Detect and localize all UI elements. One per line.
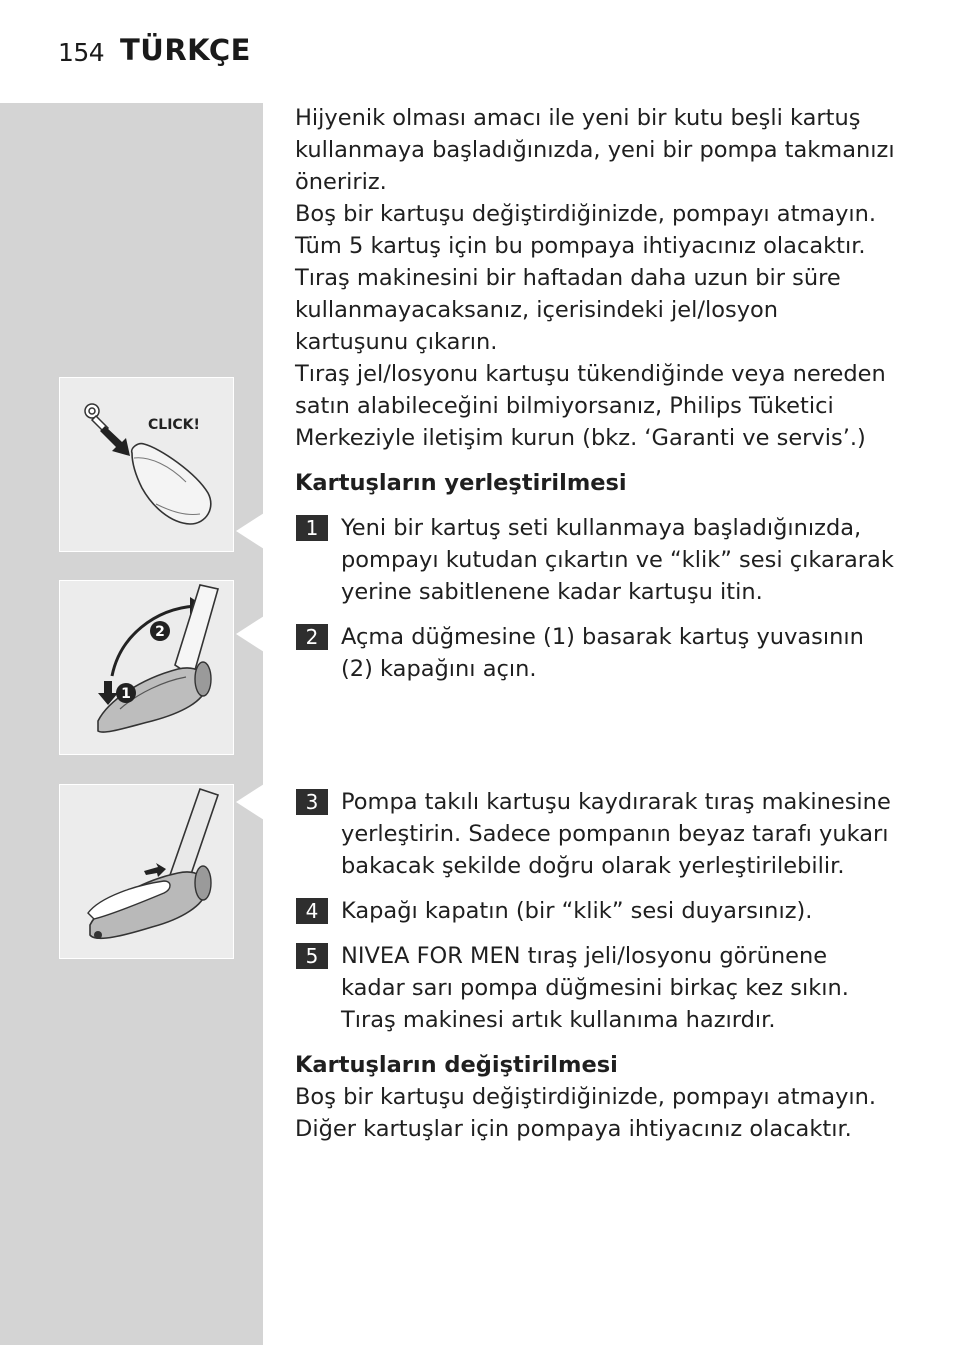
step-item [295,940,895,1036]
badge-1-label: 1 [121,686,131,702]
shaver-body-icon [98,668,206,732]
intro-paragraph: Hijyenik olması amacı ile yeni bir kutu beşli kartuş kullanmaya başladığınızda, yeni bir pompa takmanızı öneririz. [295,105,895,195]
step-number-badge: 5 [296,943,328,969]
intro-paragraph: Boş bir kartuşu değiştirdiğinizde, pompayı atmayın. Tüm 5 kartuş için bu pompaya ihtiyacınız olacaktır. [295,201,877,259]
step-number-badge: 2 [296,624,328,650]
figure-1-pointer [236,513,264,549]
slide-arrow-icon [144,863,166,877]
step-text: NIVEA FOR MEN tıraş jeli/losyonu görünene kadar sarı pompa düğmesini birkaç kez sıkın. Tıraş makinesi artık kullanıma hazırdır. [341,943,849,1033]
push-arrow-icon [100,426,130,456]
step-number-badge: 3 [296,789,328,815]
click-label: CLICK! [148,417,200,433]
intro-paragraph: Tıraş jel/losyonu kartuşu tükendiğinde veya nereden satın alabileceğini bilmiyorsanız, Philips Tüketici Merkeziyle iletişim kurun (bkz. ‘Garanti ve servis’.) [295,361,886,451]
badge-2-label: 2 [155,624,165,640]
figure-3-pointer [236,784,264,820]
figure-slide-cartridge-in [59,784,234,959]
step-text: Yeni bir kartuş seti kullanmaya başladığınızda, pompayı kutudan çıkartın ve “klik” sesi çıkararak yerine sabitlenene kadar kartuşu itin. [341,515,894,605]
step-item [295,621,895,685]
section-heading-insert: Kartuşların yerleştirilmesi [295,470,627,496]
step-text: Pompa takılı kartuşu kaydırarak tıraş makinesine yerleştirin. Sadece pompanın beyaz tarafı yukarı bakacak şekilde doğru olarak yerleştirilebilir. [341,789,891,879]
open-lid-icon [170,789,218,883]
step-item [295,786,895,882]
figure-open-cartridge-holder [59,580,234,755]
section-heading-replace: Kartuşların değiştirilmesi [295,1052,618,1078]
main-content [295,102,895,1145]
step-item [295,895,895,927]
step-number-badge: 4 [296,898,328,924]
replace-paragraph: Boş bir kartuşu değiştirdiğinizde, pompayı atmayın. Diğer kartuşlar için pompaya ihtiyacınız olacaktır. [295,1084,877,1142]
cartridge-icon [132,444,211,524]
page-language-title: TÜRKÇE [120,33,251,67]
step-text: Kapağı kapatın (bir “klik” sesi duyarsınız). [341,898,813,924]
lid-icon [175,585,218,677]
figure-pump-cartridge-click [59,377,234,552]
intro-paragraph: Tıraş makinesini bir haftadan daha uzun bir süre kullanmayacaksanız, içerisindeki jel/losyon kartuşunu çıkarın. [295,265,841,355]
page-number: 154 [58,38,105,67]
step-item [295,512,895,608]
step-number-badge: 1 [296,515,328,541]
figure-2-pointer [236,616,264,652]
step-text: Açma düğmesine (1) basarak kartuş yuvasının (2) kapağını açın. [341,624,864,682]
